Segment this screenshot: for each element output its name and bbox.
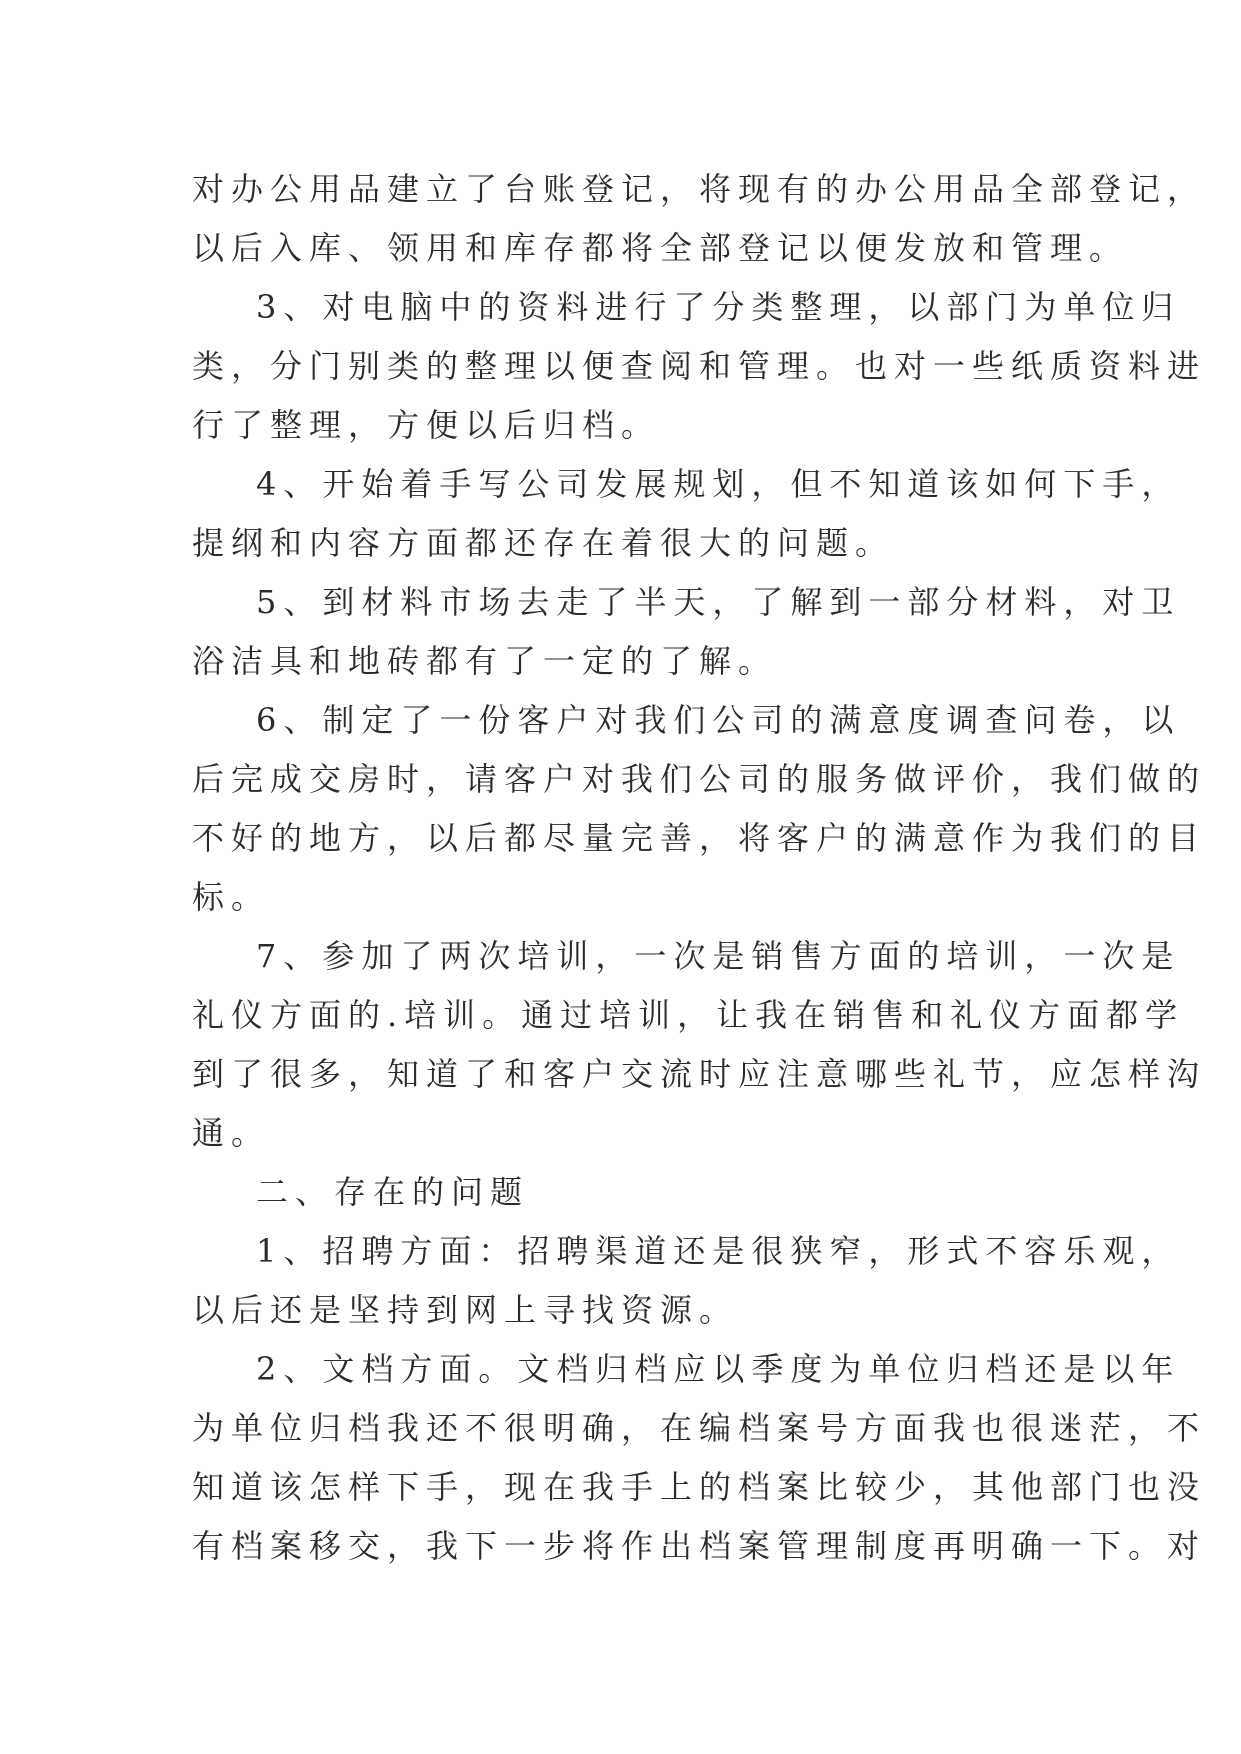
text-line: 通。 (192, 1114, 271, 1152)
text-line: 1、招聘方面：招聘渠道还是很狭窄，形式不容乐观， (256, 1232, 1181, 1270)
text-line: 提纲和内容方面都还存在着很大的问题。 (192, 524, 895, 562)
text-line: 浴洁具和地砖都有了一定的了解。 (192, 642, 778, 680)
text-line: 4、开始着手写公司发展规划，但不知道该如何下手， (256, 465, 1181, 503)
document-body (192, 160, 1207, 1576)
text-line: 6、制定了一份客户对我们公司的满意度调查问卷，以 (256, 701, 1181, 739)
text-line: 不好的地方，以后都尽量完善，将客户的满意作为我们的目 (192, 819, 1207, 857)
text-line: 7、参加了两次培训，一次是销售方面的培训，一次是 (256, 937, 1181, 975)
section-heading: 二、存在的问题 (256, 1173, 530, 1211)
text-line: 为单位归档我还不很明确，在编档案号方面我也很迷茫，不 (192, 1409, 1207, 1447)
text-line: 有档案移交，我下一步将作出档案管理制度再明确一下。对 (192, 1527, 1207, 1565)
text-line: 3、对电脑中的资料进行了分类整理，以部门为单位归 (256, 288, 1181, 326)
text-line: 礼仪方面的.培训。通过培训，让我在销售和礼仪方面都学 (192, 996, 1185, 1034)
text-line: 标。 (192, 878, 271, 916)
text-line: 5、到材料市场去走了半天，了解到一部分材料，对卫 (256, 583, 1181, 621)
text-line: 知道该怎样下手，现在我手上的档案比较少，其他部门也没 (192, 1468, 1207, 1506)
text-line: 类，分门别类的整理以便查阅和管理。也对一些纸质资料进 (192, 347, 1207, 385)
text-line: 以后入库、领用和库存都将全部登记以便发放和管理。 (192, 229, 1129, 267)
text-line: 后完成交房时，请客户对我们公司的服务做评价，我们做的 (192, 760, 1207, 798)
text-line: 行了整理，方便以后归档。 (192, 406, 661, 444)
text-line: 到了很多，知道了和客户交流时应注意哪些礼节，应怎样沟 (192, 1055, 1207, 1093)
text-line: 2、文档方面。文档归档应以季度为单位归档还是以年 (256, 1350, 1181, 1388)
text-line: 以后还是坚持到网上寻找资源。 (192, 1291, 739, 1329)
text-line: 对办公用品建立了台账登记，将现有的办公用品全部登记， (192, 170, 1207, 208)
